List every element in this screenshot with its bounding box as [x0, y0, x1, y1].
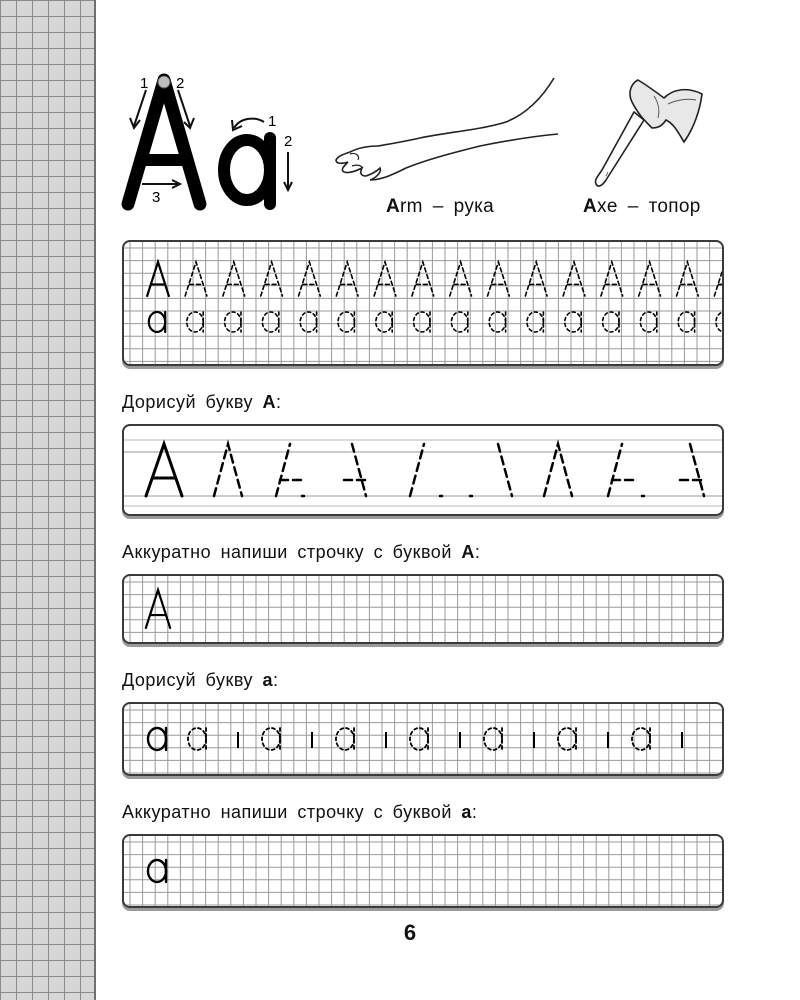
instruction-text: Дорисуй букву — [122, 670, 263, 690]
trace-lower-a — [678, 312, 694, 332]
complete-lower-grid — [124, 704, 722, 774]
stroke-number: 2 — [284, 133, 293, 150]
grid-lines — [124, 576, 722, 642]
trace-lower-a — [338, 312, 354, 332]
sample-lower-a — [148, 860, 166, 882]
trace-lower-a — [300, 312, 316, 332]
complete-lower-panel — [122, 702, 724, 776]
caption-initial: A — [583, 196, 598, 217]
trace-upper-a — [185, 262, 207, 296]
instruction-text: Аккуратно напиши строчку с буквой — [122, 542, 462, 562]
sample-lower-a — [149, 312, 165, 332]
caption-initial: A — [386, 196, 401, 217]
trace-lower-a — [376, 312, 392, 332]
trace-lower-a — [489, 312, 505, 332]
trace-upper-a — [223, 262, 245, 296]
trace-upper-a — [488, 262, 510, 296]
trace-upper-a — [639, 262, 661, 296]
trace-upper-a — [450, 262, 472, 296]
write-upper-grid[interactable] — [124, 576, 722, 642]
sample-lower-a — [148, 728, 166, 750]
trace-lower-a — [225, 312, 241, 332]
instruction-letter: A — [461, 542, 475, 562]
hero-letters — [112, 70, 312, 220]
instruction-text: Дорисуй букву — [122, 392, 263, 412]
caption-word: rm — [400, 196, 423, 217]
caption-arm — [386, 196, 494, 218]
stroke-number: 1 — [140, 75, 149, 92]
write-lower-panel[interactable] — [122, 834, 724, 908]
caption-translation: рука — [453, 196, 495, 217]
page-number: 6 — [403, 920, 417, 945]
instruction-colon: : — [471, 802, 478, 822]
trace-upper-a — [299, 262, 321, 296]
instruction-trace-lower — [122, 670, 279, 691]
instruction-write-upper — [122, 542, 480, 563]
trace-lower-a — [414, 312, 430, 332]
trace-lower-a — [262, 312, 278, 332]
trace-upper-a — [261, 262, 283, 296]
stroke-number: 1 — [268, 113, 277, 130]
stroke-number: 3 — [152, 189, 161, 206]
trace-lower-a — [484, 728, 502, 750]
trace-lower-a — [640, 312, 656, 332]
instruction-letter: A — [262, 392, 276, 412]
trace-lower-a — [188, 728, 206, 750]
trace-upper-a — [336, 262, 358, 296]
trace-lower-a — [603, 312, 619, 332]
trace-upper-a — [677, 262, 699, 296]
trace-upper-a — [563, 262, 585, 296]
trace-lower-a — [410, 728, 428, 750]
caption-dash: – — [627, 196, 639, 217]
sample-upper-a — [146, 590, 170, 628]
trace-lower-a — [716, 312, 722, 332]
complete-upper-lines — [124, 426, 722, 514]
trace-lower-a — [187, 312, 203, 332]
caption-axe — [583, 196, 701, 218]
instruction-letter: a — [461, 802, 472, 822]
trace-lower-a — [565, 312, 581, 332]
caption-translation: топор — [648, 196, 701, 217]
arm-icon — [330, 76, 560, 186]
stroke-number: 2 — [176, 75, 185, 92]
complete-upper-panel — [122, 424, 724, 516]
trace-upper-a — [714, 262, 722, 296]
trace-lower-a — [632, 728, 650, 750]
instruction-trace-upper — [122, 392, 282, 413]
caption-dash: – — [432, 196, 444, 217]
write-upper-panel[interactable] — [122, 574, 724, 644]
trace-grid — [124, 242, 722, 364]
grid-lines — [124, 836, 722, 906]
margin-grid — [0, 0, 96, 1000]
trace-lower-a — [558, 728, 576, 750]
trace-lower-a — [262, 728, 280, 750]
trace-lower-a — [451, 312, 467, 332]
sample-upper-a — [147, 262, 169, 296]
instruction-colon: : — [273, 670, 279, 690]
trace-lower-a — [336, 728, 354, 750]
trace-lower-a — [527, 312, 543, 332]
trace-upper-a — [374, 262, 396, 296]
instruction-text: Аккуратно напиши строчку с буквой — [122, 802, 462, 822]
instruction-letter: a — [262, 670, 273, 690]
hero-lower-a — [224, 138, 270, 204]
trace-grid-panel — [122, 240, 724, 366]
instruction-colon: : — [275, 392, 282, 412]
trace-upper-a — [525, 262, 547, 296]
axe-icon — [584, 72, 714, 192]
instruction-write-lower — [122, 802, 477, 823]
caption-word: xe — [597, 196, 618, 217]
trace-upper-a — [412, 262, 434, 296]
trace-upper-a — [601, 262, 623, 296]
write-lower-grid[interactable] — [124, 836, 722, 906]
instruction-colon: : — [474, 542, 481, 562]
